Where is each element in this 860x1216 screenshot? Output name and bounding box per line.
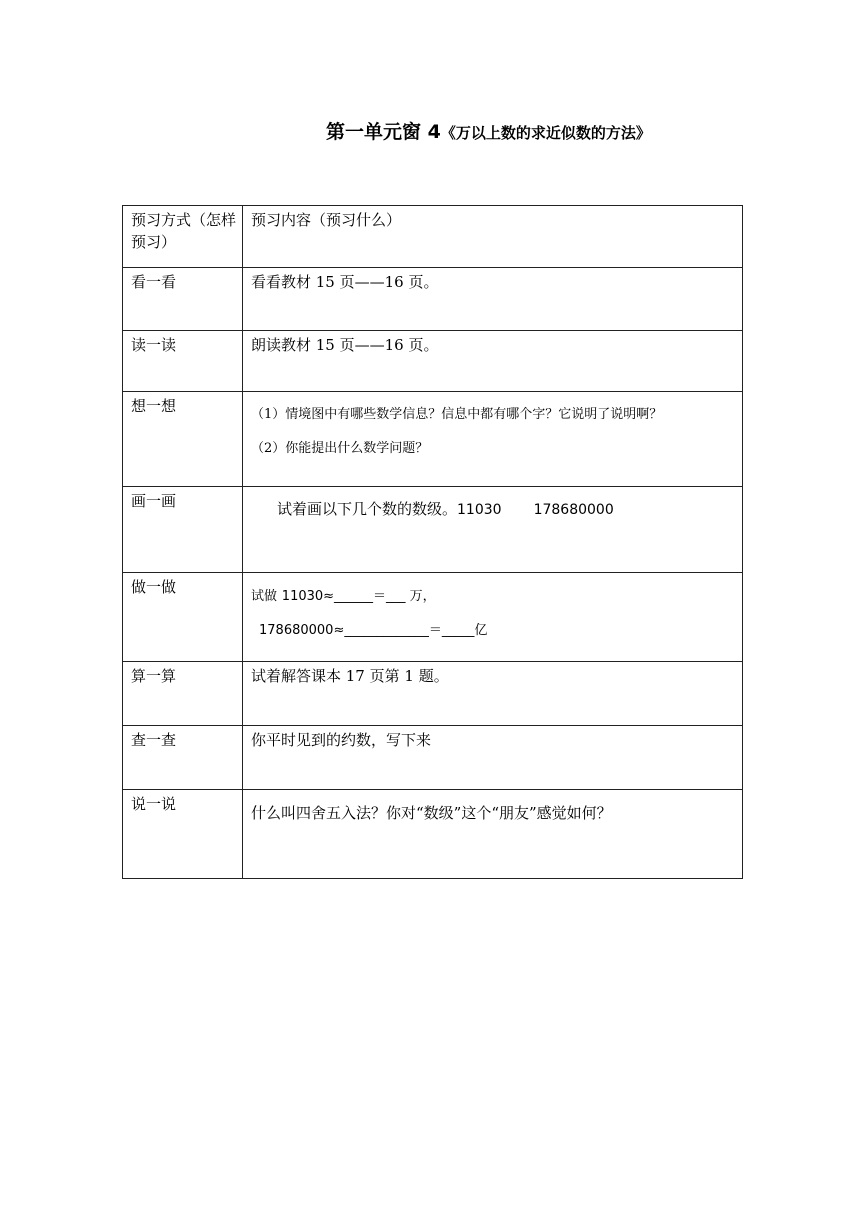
approx-line-2: 178680000≈_____________＝_____亿 [259,623,488,638]
title-main: 第一单元窗 4 [326,121,441,143]
row-method [123,268,243,331]
row-content-text: 你平时见到的约数，写下来 [251,731,432,749]
row-method-label: 说一说 [131,795,177,813]
table-row [123,331,743,392]
row-content-text: 朗读教材 15 页——16 页。 [251,336,439,354]
table-row [123,392,743,487]
draw-instruction: 试着画以下几个数的数级。 [277,500,458,518]
row-method [123,573,243,662]
table-row [123,573,743,662]
row-content [243,392,743,487]
approx-line-1: 11030≈______＝___ 万， [281,589,436,604]
row-content-text: 什么叫四舍五入法？你对“数级”这个“朋友”感觉如何？ [251,804,612,822]
row-method-label: 查一查 [131,731,177,749]
row-method-label: 算一算 [131,667,177,685]
table-row [123,662,743,726]
row-method-label: 读一读 [131,336,177,354]
row-content [243,790,743,879]
number-11030: 11030 [457,502,502,518]
row-content [243,268,743,331]
row-content [243,662,743,726]
table-row [123,268,743,331]
row-method [123,331,243,392]
table-row [123,487,743,573]
header-content-label: 预习内容（预习什么） [251,211,402,229]
row-method [123,790,243,879]
row-content [243,487,743,573]
row-content [243,331,743,392]
row-method [123,392,243,487]
row-method-label: 看一看 [131,273,177,291]
header-content [243,206,743,268]
row-method-label: 做一做 [131,578,177,596]
header-method [123,206,243,268]
title-sub: 《万以上数的求近似数的方法》 [440,124,651,142]
row-method-label: 想一想 [131,397,177,415]
row-method [123,487,243,573]
header-method-label: 预习方式（怎样预习） [131,211,237,251]
table-header-row [123,206,743,268]
try-label: 试做 [251,589,278,604]
table-row [123,726,743,790]
preview-table [122,205,743,879]
row-content [243,726,743,790]
row-method-label: 画一画 [131,492,177,510]
row-content-text: 看看教材 15 页——16 页。 [251,273,439,291]
row-content-text: 试着解答课本 17 页第 1 题。 [251,667,449,685]
row-method [123,726,243,790]
number-178680000: 178680000 [533,502,614,518]
row-content [243,573,743,662]
question-1: （1）情境图中有哪些数学信息？信息中都有哪个字？它说明了说明啊？ [251,407,663,422]
table-row [123,790,743,879]
question-2: （2）你能提出什么数学问题？ [251,441,429,456]
page-title [326,117,651,144]
row-method [123,662,243,726]
